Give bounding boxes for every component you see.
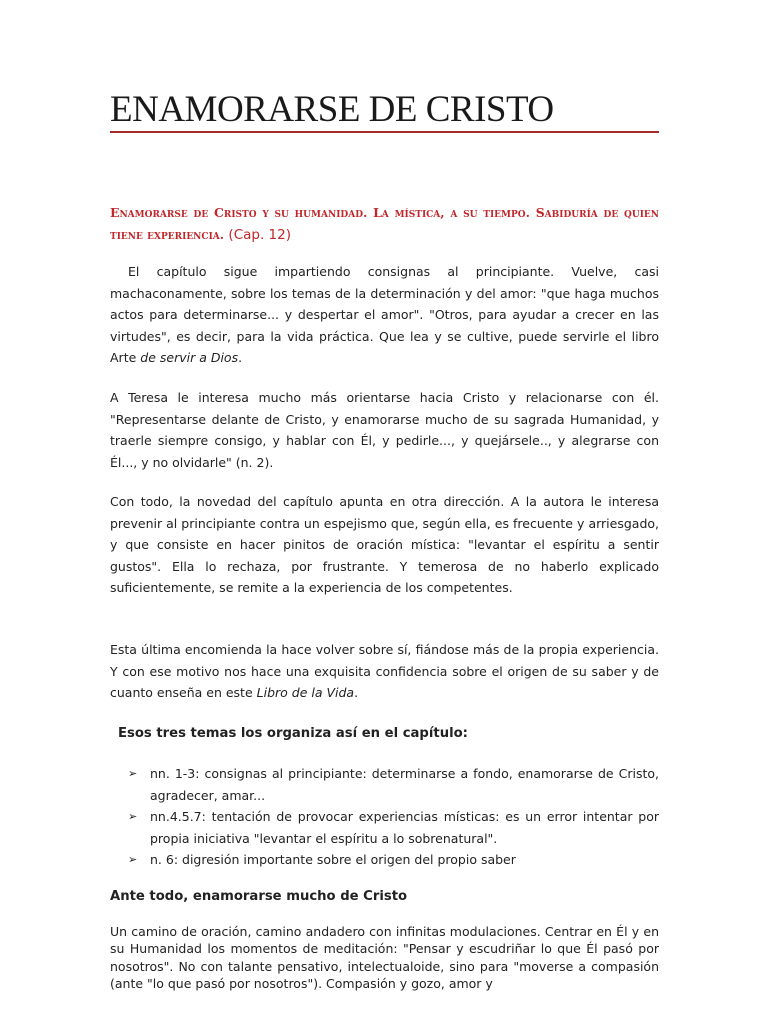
- paragraph-5-text: Un camino de oración, camino andadero con infinitas modulaciones. Centrar en Él y en su Humanidad los momentos de meditación: "Pensar y escudriñar lo que Él pasó por nosotros". No con talante pensativo, intelectualoide, sino para "moverse a compasión (ante "lo que pasó por nosotros"). Compasión y gozo, amor y: [110, 924, 659, 992]
- list-item-text: nn.4.5.7: tentación de provocar experiencias místicas: es un error intentar por propia iniciativa "levantar el espíritu a lo sobrenatural".: [150, 809, 659, 846]
- title-underline: [110, 131, 659, 133]
- section-heading-cristo: Ante todo, enamorarse mucho de Cristo: [110, 889, 408, 904]
- paragraph-1-end: .: [238, 350, 243, 365]
- paragraph-4-end: .: [354, 685, 359, 700]
- section-heading-temas: Esos tres temas los organiza así en el capítulo:: [118, 726, 468, 741]
- paragraph-1-italic: de servir a Dios: [140, 350, 239, 365]
- list-item: [110, 806, 659, 849]
- list-item: [110, 763, 659, 806]
- list-item-text: nn. 1-3: consignas al principiante: determinarse a fondo, enamorarse de Cristo, agradecer, amar...: [150, 766, 659, 803]
- paragraph-4-italic: Libro de la Vida: [256, 685, 355, 700]
- paragraph-4: [110, 639, 659, 704]
- paragraph-4-text: Esta última encomienda la hace volver sobre sí, fiándose más de la propia experiencia. Y con ese motivo nos hace una exquisita confidencia sobre el origen de su saber y de cuanto enseña en este: [110, 642, 659, 700]
- chapter-reference: (Cap. 12): [228, 227, 291, 243]
- subtitle-text: Enamorarse de Cristo y su humanidad. La mística, a su tiempo. Sabiduría de quien tiene experiencia.: [110, 205, 659, 242]
- paragraph-2: [110, 387, 659, 473]
- paragraph-1: [110, 261, 659, 369]
- chapter-subtitle: [110, 202, 659, 246]
- paragraph-3-text: Con todo, la novedad del capítulo apunta en otra dirección. A la autora le interesa prevenir al principiante contra un espejismo que, según ella, es frecuente y arriesgado, y que consiste en hacer pinitos de oración mística: "levantar el espíritu a sentir gustos". Ella lo rechaza, por frustrante. Y temerosa de no haberlo explicado suficientemente, se remite a la experiencia de los competentes.: [110, 494, 659, 595]
- paragraph-5: [110, 923, 659, 993]
- paragraph-2-text: A Teresa le interesa mucho más orientarse hacia Cristo y relacionarse con él. "Representarse delante de Cristo, y enamorarse mucho de su sagrada Humanidad, y traerle siempre consigo, y hablar con Él, y pedirle..., y quejársele.., y alegrarse con Él..., y no olvidarle" (n. 2).: [110, 390, 659, 470]
- arrow-bullet-icon: ➢: [128, 853, 138, 866]
- topics-list: [110, 763, 659, 871]
- paragraph-1-text: El capítulo sigue impartiendo consignas al principiante. Vuelve, casi machaconamente, sobre los temas de la determinación y del amor: "que haga muchos actos para determinarse... y despertar el amor". "Otros, para ayudar a crecer en las virtudes", es decir, para la vida práctica. Que lea y se cultive, puede servirle el libro Arte: [110, 264, 659, 365]
- page-title: ENAMORARSE DE CRISTO: [110, 89, 554, 130]
- list-item-text: n. 6: digresión importante sobre el origen del propio saber: [150, 852, 516, 867]
- list-item: [110, 849, 659, 871]
- paragraph-3: [110, 491, 659, 599]
- arrow-bullet-icon: ➢: [128, 810, 138, 823]
- arrow-bullet-icon: ➢: [128, 767, 138, 780]
